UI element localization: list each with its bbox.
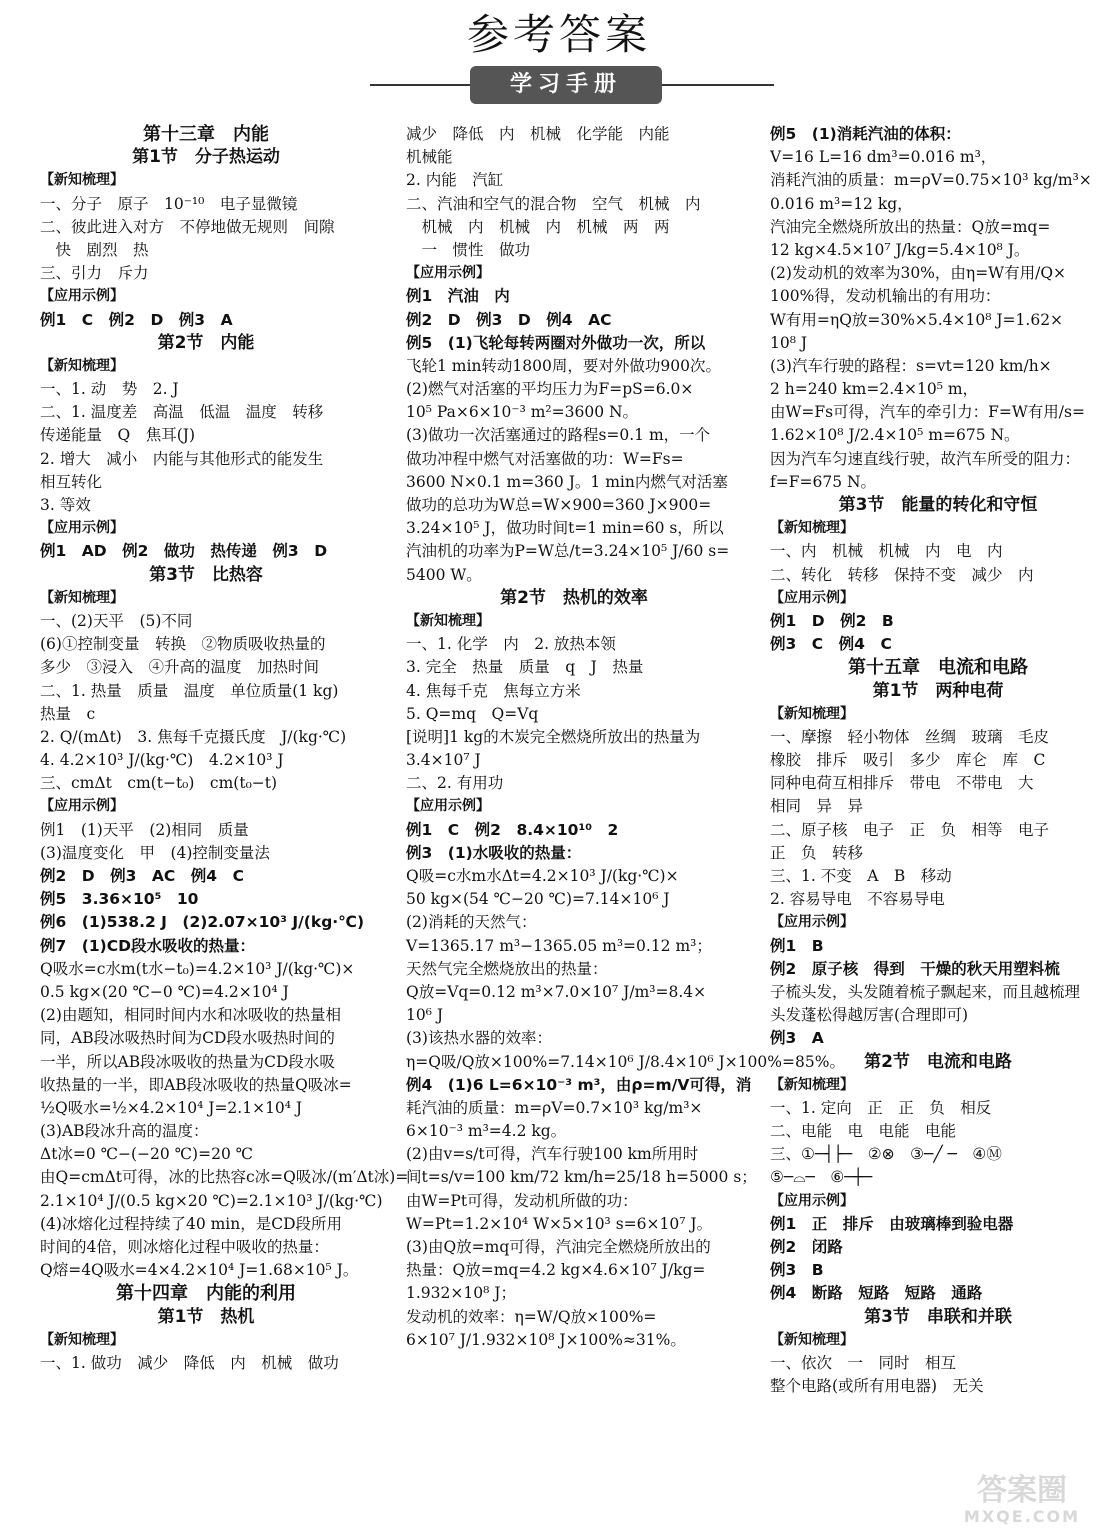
answer-line: 例1 (1)天平 (2)相同 质量 [40,820,249,839]
answer-line: 3.24×10⁵ J，做功时间t=1 min=60 s，所以 [406,519,724,538]
section-tag: 【新知梳理】 [40,357,124,374]
answer-line: 因为汽车匀速直线行驶，故汽车所受的阻力： [770,449,1081,468]
answer-line: (3)温度变化 甲 (4)控制变量法 [40,843,270,862]
example-answer: 例1 D 例2 B [770,611,894,630]
banner-line-left [370,84,470,86]
example-answer: 例1 AD 例2 做功 热传递 例3 D [40,542,328,561]
answer-line: 一半，所以AB段冰吸收的热量为CD段水吸 [40,1052,335,1071]
answer-line: 10⁵ Pa×6×10⁻³ m²=3600 N。 [406,403,639,422]
watermark-url: MXQE.COM [963,1507,1081,1526]
answer-line: 三、cmΔt cm(t−t₀) cm(t₀−t) [40,774,278,793]
answer-line: W有用=ηQ放=30%×5.4×10⁸ J=1.62× [770,310,1064,329]
example-answer: 例3 (1)水吸收的热量： [406,843,582,862]
answer-line: 10⁸ J [770,333,808,352]
answer-line: 间t=s/v=100 km/72 km/h=25/18 h=5000 s； [406,1168,757,1187]
example-answer: 例1 C 例2 8.4×10¹⁰ 2 [406,820,619,839]
answer-line: 一、分子 原子 10⁻¹⁰ 电子显微镜 [40,194,298,213]
answer-line: 二、汽油和空气的混合物 空气 机械 内 [406,194,701,213]
answer-line: V=1365.17 m³−1365.05 m³=0.12 m³； [406,936,712,955]
answer-line: 4. 焦每千克 焦每立方米 [406,681,581,700]
section-tag: 【新知梳理】 [40,1331,124,1348]
answer-line: 由W=Pt可得，发动机所做的功： [406,1191,638,1210]
section-tag: 【应用示例】 [406,265,490,282]
answer-line: 5400 W。 [406,565,482,584]
answer-line: 多少 ③浸入 ④升高的温度 加热时间 [40,658,320,677]
answer-line: 做功冲程中燃气对活塞做的功：W=Fs= [406,449,684,468]
section-heading: 第3节 比热容 [149,564,263,585]
answer-line: 头发蓬松得越厉害(合理即可) [770,1006,969,1025]
answer-line: 正 负 转移 [770,843,864,862]
answer-line: 耗汽油的质量：m=ρV=0.7×10³ kg/m³× [406,1098,703,1117]
answer-line: 时间的4倍，则冰熔化过程中吸收的热量： [40,1238,329,1256]
answer-line: (4)冰熔化过程持续了40 min，是CD段所用 [40,1214,343,1233]
answer-line: 由Q=cmΔt可得，冰的比热容c冰=Q吸冰/(m′Δt冰)= [40,1168,409,1187]
answer-line: 二、1. 温度差 高温 低温 温度 转移 [40,403,324,422]
example-answer: 例2 原子核 得到 干燥的秋天用塑料梳 [770,959,1060,978]
answer-line: 子梳头发，头发随着梳子飘起来，而且越梳理 [770,982,1081,1001]
section-tag: 【应用示例】 [40,520,124,537]
answer-line: η=Q吸/Q放×100%=7.14×10⁶ J/8.4×10⁶ J×100%=85%。 [406,1052,845,1071]
answer-line: 一、依次 一 同时 相互 [770,1353,957,1372]
answer-line: 热量 c [40,704,96,723]
section-heading: 第2节 内能 [157,332,255,353]
example-answer: 例2 闭路 [770,1238,843,1256]
answer-line: 三、1. 不变 A B 移动 [770,867,952,885]
answer-line: 1.932×10⁸ J； [406,1284,516,1303]
answer-line: 发动机的效率：η=W/Q放×100%= [406,1307,657,1326]
answer-line: 100%得，发动机输出的有用功： [770,287,1001,306]
section-tag: 【应用示例】 [40,798,124,815]
answer-line: 2. 内能 汽缸 [406,171,504,190]
answer-line: 一、1. 动 势 2. J [40,380,179,399]
answer-line: V=16 L=16 dm³=0.016 m³， [770,148,997,167]
watermark-text: 答案圈 [977,1473,1067,1508]
answer-line: 机械能 [406,148,453,167]
answer-line: 12 kg×4.5×10⁷ J/kg=5.4×10⁸ J。 [770,240,1030,259]
answer-line: 同，AB段冰吸热时间为CD段水吸热时间的 [40,1029,335,1048]
answer-line: 一 惯性 做功 [406,240,531,259]
answer-line: 二、原子核 电子 正 负 相等 电子 [770,820,1050,839]
example-answer: 例5 (1)消耗汽油的体积： [770,125,961,143]
section-tag: 【新知梳理】 [770,1076,854,1093]
answer-line: 汽油机的功率为P=W总/t=3.24×10⁵ J/60 s= [406,542,730,561]
answer-line: 10⁶ J [406,1006,444,1025]
example-answer: 例3 C 例4 C [770,635,892,654]
answer-line: 由W=Fs可得，汽车的牵引力：F=W有用/s= [770,403,1085,422]
answer-line: 飞轮1 min转动1800周，要对外做功900次。 [406,356,721,375]
answer-line: 2. 增大 减小 内能与其他形式的能发生 [40,449,324,468]
answer-line: 0.016 m³=12 kg， [770,194,913,213]
example-answer: 例2 D 例3 AC 例4 C [40,867,244,885]
section-heading: 第1节 两种电荷 [872,680,1004,701]
chapter-heading: 第十五章 电流和电路 [848,657,1028,679]
example-answer: 例6 (1)538.2 J (2)2.07×10³ J/(kg·℃) [40,913,365,932]
answer-line: 橡胶 排斥 吸引 多少 库仑 库 C [770,751,1046,770]
example-answer: 例3 B [770,1261,824,1280]
example-answer: 例4 断路 短路 短路 通路 [770,1284,983,1303]
example-answer: 例5 3.36×10⁵ 10 [40,890,199,909]
chapter-heading: 第十三章 内能 [143,124,269,145]
answer-line: (3)该热水器的效率： [406,1029,552,1048]
answer-line: 2. Q/(mΔt) 3. 焦每千克摄氏度 J/(kg·℃) [40,727,347,746]
section-heading: 第3节 能量的转化和守恒 [838,495,1038,515]
answer-line: 二、彼此进入对方 不停地做无规则 间隙 [40,217,335,236]
answer-line: 汽油完全燃烧所放出的热量：Q放=mq= [770,217,1051,236]
section-heading: 第2节 电流和电路 [864,1051,1012,1072]
section-banner: 学习手册 [470,66,662,104]
answer-line: 三、引力 斥力 [40,264,149,283]
answer-line: Q吸水=c水m(t水−t₀)=4.2×10³ J/(kg·℃)× [40,959,355,978]
answer-line: (2)由题知，相同时间内水和冰吸收的热量相 [40,1006,341,1025]
answer-line: 3.4×10⁷ J [406,751,481,770]
answer-line: 传递能量 Q 焦耳(J) [40,426,196,445]
answer-line: 消耗汽油的质量：m=ρV=0.75×10³ kg/m³× [770,171,1092,190]
answer-line: 50 kg×(54 ℃−20 ℃)=7.14×10⁶ J [406,890,670,909]
answer-line: 一、内 机械 机械 内 电 内 [770,542,1003,561]
answer-line: (2)消耗的天然气： [406,913,537,932]
section-tag: 【新知梳理】 [770,705,854,722]
chapter-heading: 第十四章 内能的利用 [116,1283,296,1305]
section-tag: 【应用示例】 [770,1192,854,1209]
answer-line: 整个电路(或所有用电器) 无关 [770,1377,984,1396]
answer-line: (2)由v=s/t可得，汽车行驶100 km所用时 [406,1145,699,1164]
answer-line: (3)做功一次活塞通过的路程s=0.1 m，一个 [406,426,711,445]
answer-line: 天然气完全燃烧放出的热量： [406,959,608,978]
section-tag: 【新知梳理】 [770,1331,854,1348]
answer-line: 5. Q=mq Q=Vq [406,704,539,723]
section-tag: 【新知梳理】 [40,589,124,606]
answer-line: 0.5 kg×(20 ℃−0 ℃)=4.2×10⁴ J [40,982,289,1001]
answer-column-1 [40,123,409,1375]
section-tag: 【应用示例】 [406,798,490,815]
answer-line: Q吸=c水m水Δt=4.2×10³ J/(kg·℃)× [406,867,679,885]
answer-line: (3)由Q放=mq可得，汽油完全燃烧所放出的 [406,1238,711,1256]
banner-line-right [662,84,774,86]
example-answer: 例1 汽油 内 [406,287,510,306]
section-heading: 第1节 分子热运动 [132,147,280,168]
answer-line: W=Pt=1.2×10⁴ W×5×10³ s=6×10⁷ J。 [406,1214,713,1233]
example-answer: 例2 D 例3 D 例4 AC [406,310,612,329]
answer-line: 一、1. 做功 减少 降低 内 机械 做功 [40,1353,339,1372]
section-heading: 第3节 串联和并联 [864,1306,1012,1327]
answer-line: 6×10⁷ J/1.932×10⁸ J×100%≈31%。 [406,1330,686,1349]
answer-line: 二、2. 有用功 [406,774,504,793]
answer-line: 一、1. 化学 内 2. 放热本领 [406,635,616,654]
answer-line: 二、1. 热量 质量 温度 单位质量(1 kg) [40,681,339,700]
answer-line: 收热量的一半，即AB段冰吸收的热量Q吸冰= [40,1075,352,1094]
watermark-logo [932,1474,1112,1530]
answer-column-3 [770,123,1106,1398]
answer-line: 同种电荷互相排斥 带电 不带电 大 [770,774,1034,793]
section-heading: 第2节 热机的效率 [500,587,648,608]
section-tag: 【应用示例】 [40,288,124,305]
section-tag: 【新知梳理】 [406,612,490,629]
answer-line: (3)汽车行驶的路程：s=vt=120 km/h× [770,356,1052,375]
answer-line: 做功的总功为W总=W×900=360 J×900= [406,496,712,514]
answer-line: 二、转化 转移 保持不变 减少 内 [770,565,1034,584]
example-answer: 例3 A [770,1029,824,1048]
answer-line: 6×10⁻³ m³=4.2 kg。 [406,1122,567,1141]
answer-line: 一、(2)天平 (5)不同 [40,611,193,630]
circuit-symbols-line: ⑤─⌓─ ⑥─┼─ [770,1168,873,1187]
answer-line: 相同 异 异 [770,797,864,816]
answer-line: 热量：Q放=mq=4.2 kg×4.6×10⁷ J/kg= [406,1261,706,1280]
answer-line: [说明]1 kg的木炭完全燃烧所放出的热量为 [406,727,701,746]
answer-line: 3600 N×0.1 m=360 J。1 min内燃气对活塞 [406,472,728,491]
answer-line: (6)①控制变量 转换 ②物质吸收热量的 [40,635,326,654]
example-answer: 例1 B [770,936,824,955]
answer-line: f=F=675 N。 [770,472,877,491]
answer-line: 2.1×10⁴ J/(0.5 kg×20 ℃)=2.1×10³ J/(kg·℃) [40,1191,383,1210]
answer-line: 4. 4.2×10³ J/(kg·℃) 4.2×10³ J [40,751,284,770]
answer-line: 2 h=240 km=2.4×10⁵ m， [770,380,979,399]
answer-line: 快 剧烈 热 [40,240,149,259]
section-tag: 【新知梳理】 [40,172,124,189]
answer-line: (2)燃气对活塞的平均压力为F=pS=6.0× [406,380,694,399]
section-tag: 【应用示例】 [770,589,854,606]
answer-line: ½Q吸水=½×4.2×10⁴ J=2.1×10⁴ J [40,1098,303,1117]
answer-line: 1.62×10⁸ J/2.4×10⁵ m=675 N。 [770,426,1020,445]
answer-line: Q放=Vq=0.12 m³×7.0×10⁷ J/m³=8.4× [406,982,707,1001]
circuit-symbols-line: 三、①─┤├─ ②⊗ ③─╱ ─ ④Ⓜ [770,1145,1002,1164]
page-title: 参考答案 [466,10,651,59]
answer-line: (2)发动机的效率为30%，由η=W有用/Q× [770,264,1067,283]
answer-line: 机械 内 机械 内 机械 两 两 [406,217,670,236]
answer-line: (3)AB段冰升高的温度： [40,1122,209,1141]
example-answer: 例1 正 排斥 由玻璃棒到验电器 [770,1214,1014,1233]
answer-line: 2. 容易导电 不容易导电 [770,890,945,909]
section-tag: 【新知梳理】 [770,520,854,537]
section-tag: 【应用示例】 [770,914,854,931]
answer-line: 3. 等效 [40,496,91,514]
example-answer: 例5 (1)飞轮每转两圈对外做功一次，所以 [406,333,706,352]
example-answer: 例7 (1)CD段水吸收的热量： [40,936,255,955]
answer-line: 3. 完全 热量 质量 q J 热量 [406,658,644,677]
answer-line: 二、电能 电 电能 电能 [770,1122,957,1141]
answer-line: 减少 降低 内 机械 化学能 内能 [406,125,670,143]
answer-line: 一、1. 定向 正 正 负 相反 [770,1098,992,1117]
answer-line: 相互转化 [40,472,103,491]
section-heading: 第1节 热机 [157,1306,255,1327]
answer-line: Δt冰=0 ℃−(−20 ℃)=20 ℃ [40,1145,254,1164]
example-answer: 例4 (1)6 L=6×10⁻³ m³，由ρ=m/V可得，消 [406,1075,752,1094]
answer-line: 一、摩擦 轻小物体 丝绸 玻璃 毛皮 [770,727,1050,746]
example-answer: 例1 C 例2 D 例3 A [40,310,233,329]
answer-line: Q熔=4Q吸水=4×4.2×10⁴ J=1.68×10⁵ J。 [40,1261,359,1280]
